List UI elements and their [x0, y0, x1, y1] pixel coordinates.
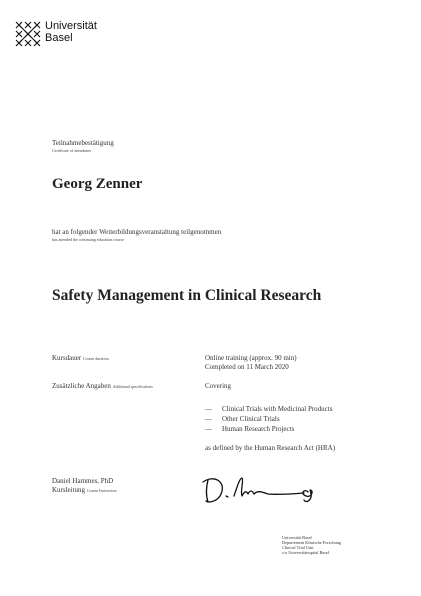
- university-emblem-icon: [14, 20, 42, 48]
- specifications-label-de: Zusätzliche Angaben: [52, 382, 111, 390]
- certificate-label-en: Certificate of attendance: [52, 148, 92, 153]
- list-item: — Other Clinical Trials: [205, 415, 280, 423]
- signatory-role: [52, 486, 116, 494]
- institution-address: [282, 535, 341, 555]
- attended-text-en: has attended the continuing education course: [52, 237, 124, 242]
- specifications-label: [52, 382, 153, 390]
- handwritten-signature: [200, 470, 330, 510]
- duration-label: [52, 354, 109, 362]
- list-item-text: Other Clinical Trials: [222, 415, 280, 423]
- specifications-label-en: Additional specifications: [112, 384, 153, 389]
- duration-value: [205, 354, 297, 372]
- list-item-text: Human Research Projects: [222, 425, 295, 433]
- university-name: [45, 20, 97, 44]
- address-line: Departement Klinische Forschung: [282, 540, 341, 545]
- participant-name: Georg Zenner: [52, 176, 143, 192]
- duration-value-1: Online training (approx. 90 min): [205, 354, 297, 362]
- duration-value-2: Completed on 11 March 2020: [205, 363, 289, 371]
- specifications-outro: as defined by the Human Research Act (HRA): [205, 444, 336, 452]
- university-name-line1: Universität: [45, 20, 97, 32]
- signatory-name: Daniel Hammes, PhD: [52, 477, 114, 485]
- list-item: — Clinical Trials with Medicinal Products: [205, 405, 333, 413]
- specifications-list: [205, 404, 332, 434]
- address-line: c/o Universitätsspital Basel: [282, 550, 330, 555]
- list-item: — Human Research Projects: [205, 425, 295, 433]
- course-title: Safety Management in Clinical Research: [52, 287, 322, 304]
- address-line: Clinical Trial Unit: [282, 545, 314, 550]
- duration-label-de: Kursdauer: [52, 354, 82, 362]
- duration-label-en: Course duration: [82, 356, 109, 361]
- address-line: Universität Basel: [282, 535, 312, 540]
- specifications-intro: Covering: [205, 382, 232, 390]
- signatory-role-en: Course Instruction: [86, 488, 117, 493]
- list-item-text: Clinical Trials with Medicinal Products: [222, 405, 333, 413]
- signatory-role-de: Kursleitung: [52, 486, 86, 494]
- university-name-line2: Basel: [45, 32, 73, 44]
- attended-text-de: hat an folgender Weiterbildungsveranstaltung teilgenommen: [52, 228, 222, 236]
- university-logo: [14, 20, 124, 60]
- certificate-label-de: Teilnahmebestätigung: [52, 139, 114, 147]
